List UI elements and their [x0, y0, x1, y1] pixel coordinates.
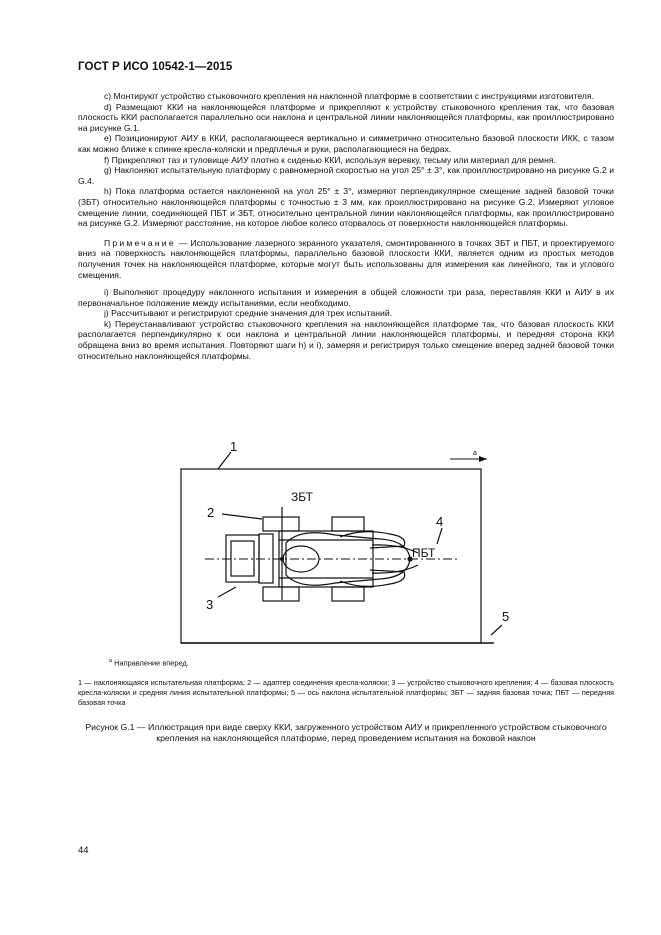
wheel-front-bottom: [332, 587, 364, 601]
figure-caption: Рисунок G.1 — Иллюстрация при виде сверху ККИ, загруженного устройством АИУ и прикрепленного устройством стыковочного крепления на наклоняющейся платформе, перед проведением испытания на боковой наклон: [85, 722, 607, 743]
label-2: 2: [207, 505, 215, 520]
paragraph-k: k) Переустанавливают устройство стыковочного крепления на наклоняющейся платформе так, что базовая плоскость ККИ располагается перпендикулярно к оси наклона и центральной линии наклоняющейся платформы, и передняя сторона ККИ обращена вниз во время испытания. Повторяют шаги h) и i), замеряя и регистрируя только смещение вперед задней базовой точки относительно наклоняющейся платформы.: [78, 318, 614, 361]
footnote-text: Направление вперед.: [112, 658, 189, 668]
forward-arrow-head: [479, 456, 487, 462]
note-label: Примечание: [104, 237, 176, 248]
paragraph-j: j) Рассчитывают и регистрируют средние значения для трех испытаний.: [104, 308, 393, 319]
paragraph-i: i) Выполняют процедуру наклонного испытания и измерения в общей сложности три раза, переставляя ККИ и АИУ в их первоначальное положение между испытаниями, если необходимо.: [78, 287, 614, 308]
wheel-rear-top: [263, 517, 299, 531]
figure-legend: 1 — наклоняющаяся испытательная платформа; 2 — адаптер соединения кресла-коляски; 3 — устройство стыковочного крепления; 4 — базовая плоскость кресла-коляски и средняя линия испытательной платформы; 5 — ось наклона испытательной платформы; ЗБТ — задняя базовая точка; ПБТ — передняя базовая точка: [78, 678, 614, 707]
wheel-rear-bottom: [263, 587, 299, 601]
leader-5: [491, 625, 502, 635]
document-header: ГОСТ Р ИСО 10542-1—2015: [78, 61, 233, 73]
note-text: — Использование лазерного экранного указателя, смонтированного в точках ЗБТ и ПБТ, и проектируемого вниз на поверхность наклоняющейся платформы, параллельно базовой плоскости ККИ, является одним из простых методов получения точек на наклоняющейся платформе, которые могут быть использованы для измерения как линейного, так и углового смещения.: [78, 237, 614, 280]
label-4: 4: [436, 514, 444, 529]
dummy-leg-bottom: [372, 565, 418, 573]
page-number: 44: [78, 845, 89, 856]
note-paragraph: [78, 238, 614, 280]
paragraph-g: g) Наклоняют испытательную платформу с равномерной скоростью на угол 25° ± 3°, как проиллюстрировано на рисунке G.2 и G.4.: [78, 165, 614, 186]
label-a: a: [473, 450, 477, 457]
leader-2: [222, 514, 262, 519]
leader-3: [218, 587, 236, 597]
zbt-point: [280, 557, 284, 561]
paragraph-e: е) Позиционируют АИУ в ККИ, располагающееся вертикально и симметрично относительно базовой плоскости ИКК, с тазом как можно ближе к спинке кресла-коляски и предплечья и руки, располагающиеся на бедрах.: [78, 133, 614, 154]
label-pbt: ПБТ: [412, 546, 436, 560]
footnote-mark: a: [109, 658, 113, 664]
label-1: 1: [230, 440, 238, 454]
label-zbt: ЗБТ: [291, 490, 313, 504]
figure-g1-diagram: [0, 440, 661, 675]
body-text: [78, 91, 614, 361]
paragraph-h: h) Пока платформа остается наклоненной на угол 25° ± 3°, измеряют перпендикулярное смещение задней базовой точки (ЗБТ) относительно наклоняющейся платформы с точностью ± 3 мм, как проиллюстрировано на рисунке G.2. Измеряют угловое смещение линии, соединяющей ПБТ и ЗБТ, относительно центральной линии наклоняющейся платформы, как проиллюстрировано на рисунке G.2. Измеряют расстояние, на которое любое колесо оторвалось от поверхности наклоняющейся платформы.: [78, 186, 614, 229]
wheel-front-top: [332, 517, 364, 531]
paragraph-c: с) Монтируют устройство стыковочного крепления на наклонной платформе в соответствии с инструкциями изготовителя.: [104, 91, 594, 101]
label-5: 5: [502, 609, 510, 624]
leader-1: [218, 452, 231, 469]
paragraph-f: f) Прикрепляют таз и туловище АИУ плотно к сиденью ККИ, используя веревку, тесьму или материал для ремня.: [104, 154, 556, 165]
footnote-a: [109, 658, 189, 667]
leader-4: [437, 528, 442, 544]
paragraph-d: d) Размещают ККИ на наклоняющейся платформе и прикрепляют к устройству стыковочного крепления так, что базовая плоскость ККИ располагается параллельно оси наклона и центральной линии наклоняющейся платформы, как проиллюстрировано на рисунке G.1.: [78, 101, 614, 133]
label-3: 3: [206, 597, 214, 612]
